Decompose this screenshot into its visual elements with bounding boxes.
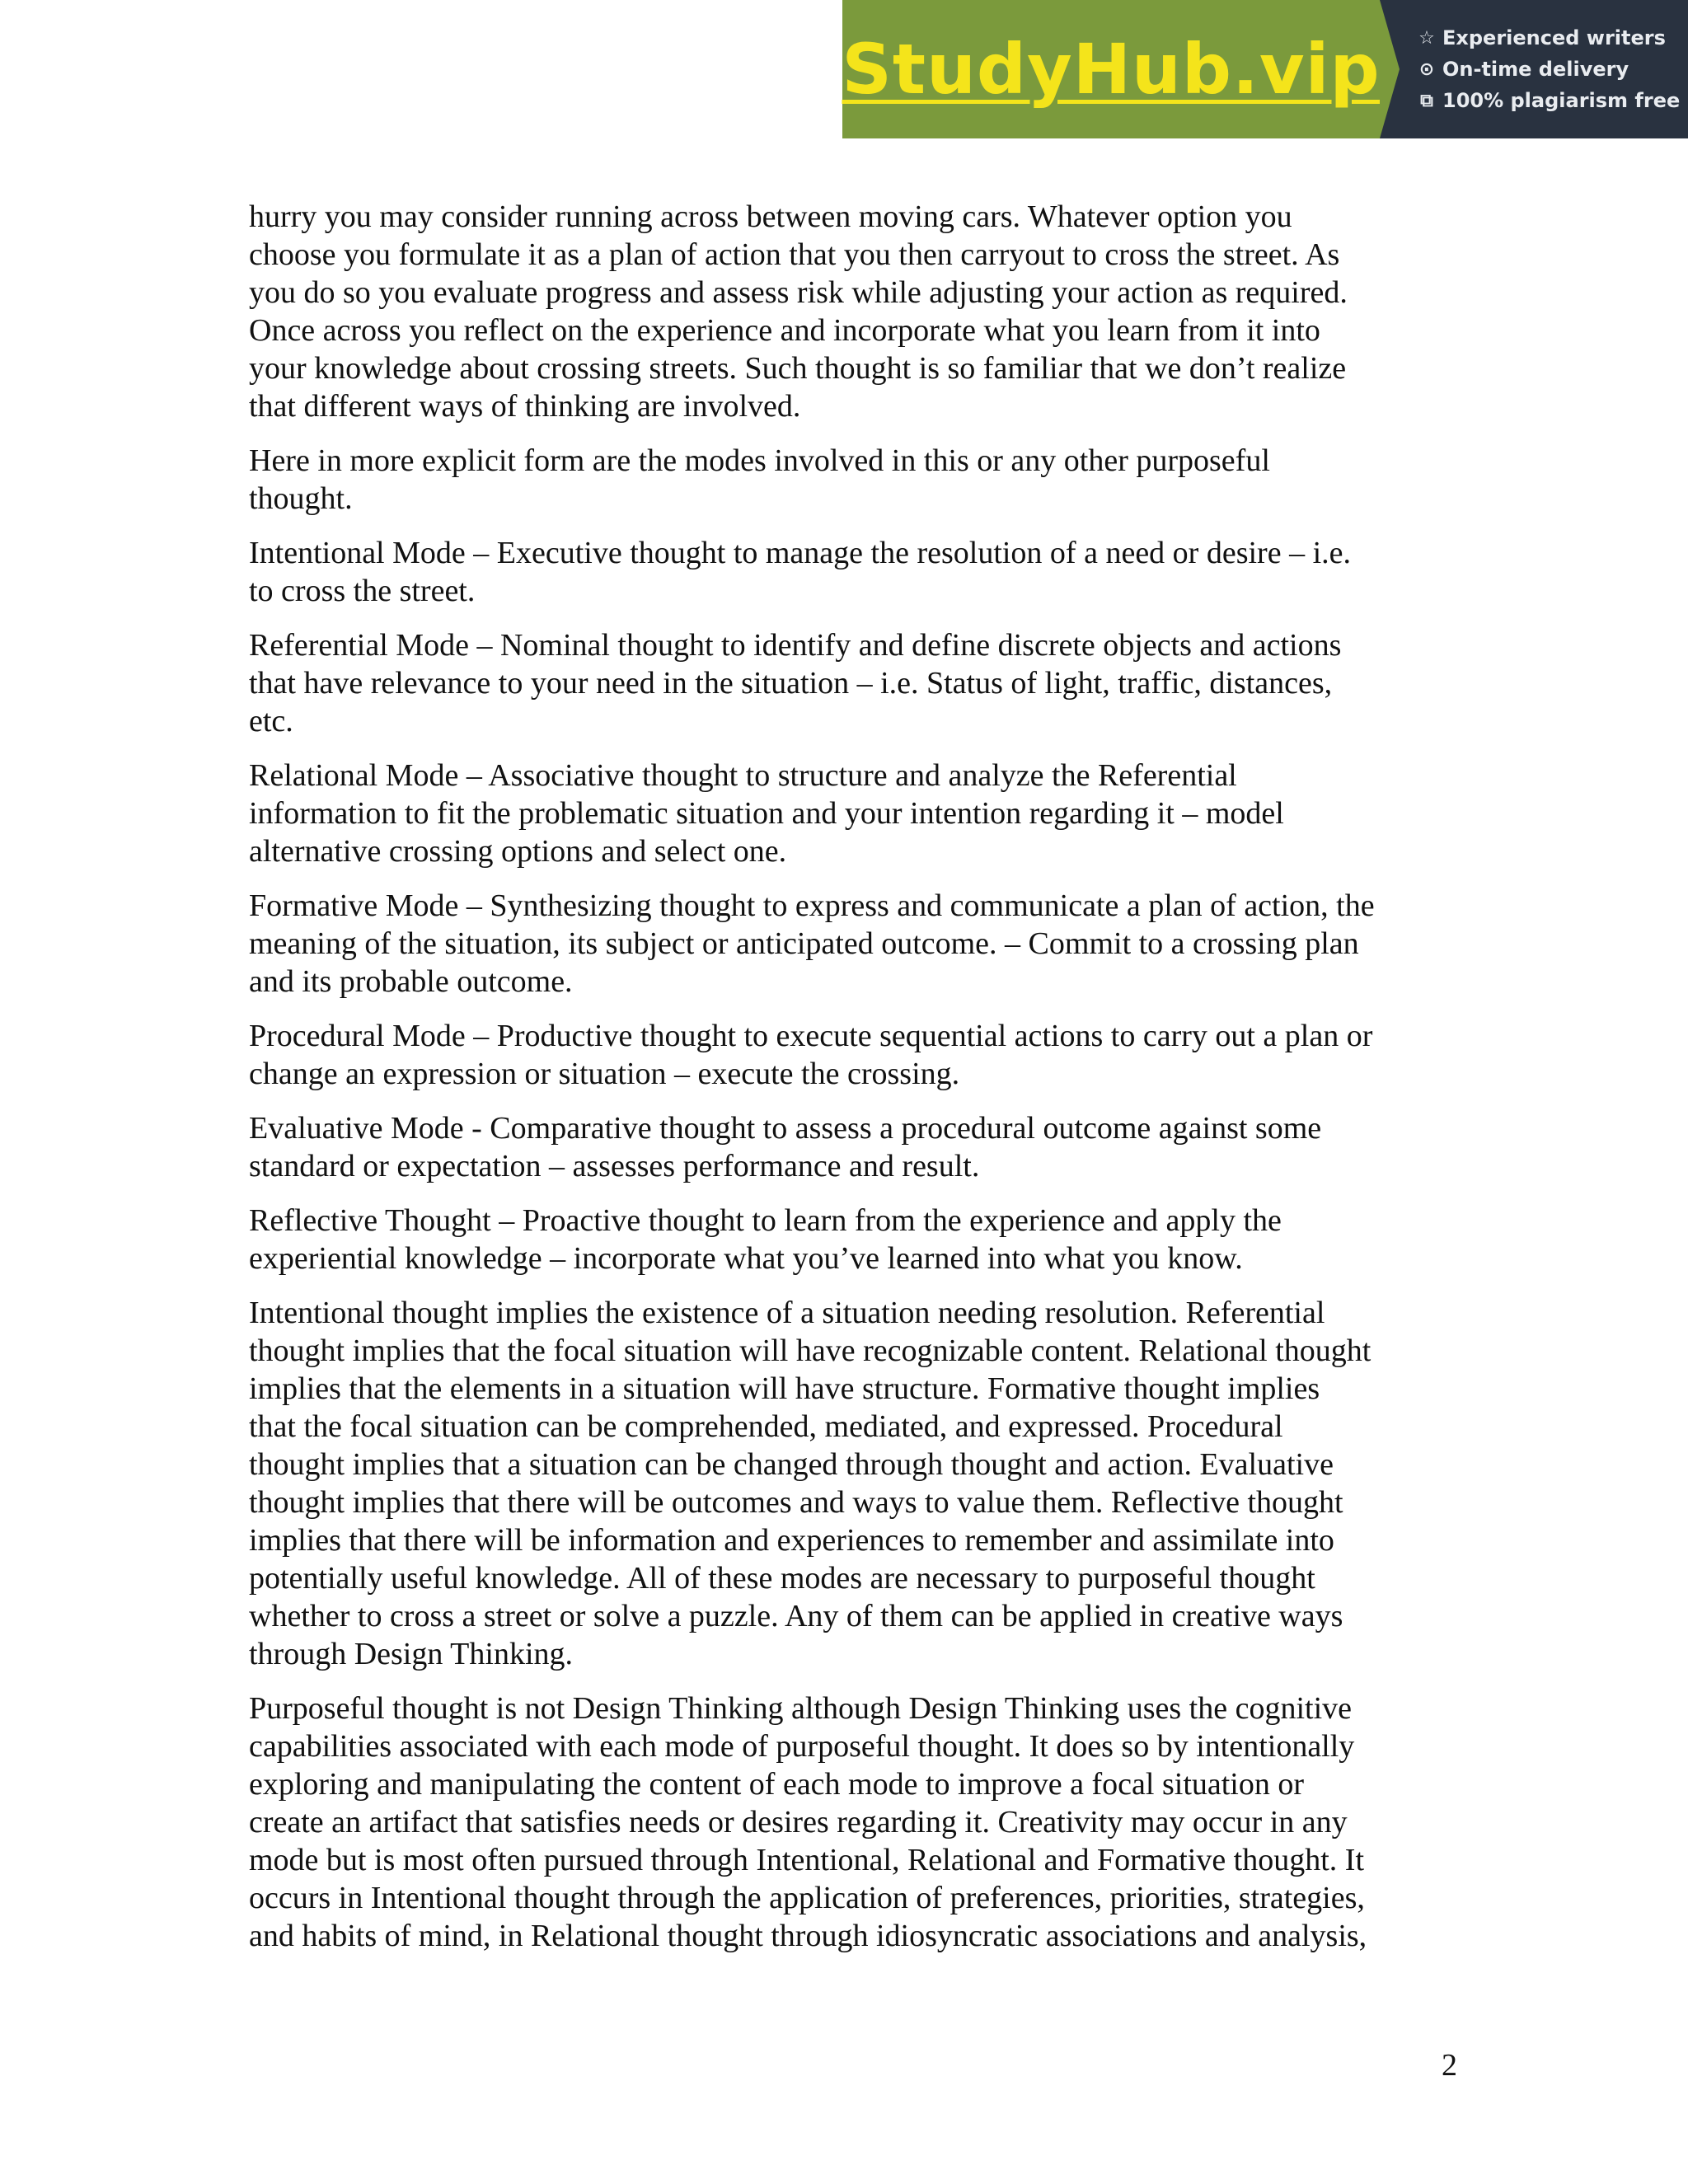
paragraph: Here in more explicit form are the modes involved in this or any other purposeful thought. — [249, 443, 1270, 516]
clock-icon: ⊙ — [1418, 59, 1435, 80]
paragraph: Purposeful thought is not Design Thinking although Design Thinking uses the cognitive capabilities associated with each mode of purposeful thought. It does so by intentionally exploring and manipulating the content of each mode to improve a focal situation or create an artifact that satisfies needs or desires regarding it. Creativity may occur in any mode but is most often pursued through Intentional, Relational and Formative thought. It occurs in Intentional thought through the application of preferences, priorities, strategies, and habits of mind, in Relational thought through idiosyncratic associations and analysis, — [249, 1691, 1367, 1953]
paragraph: Evaluative Mode - Comparative thought to assess a procedural outcome against some standard or expectation – assesses performance and result. — [249, 1111, 1322, 1183]
copy-icon: ⧉ — [1420, 90, 1433, 111]
star-icon: ☆ — [1418, 27, 1435, 49]
paragraph: Intentional thought implies the existence of a situation needing resolution. Referential thought implies that the focal situation will have recognizable content. Relational thought implies that the elements in a situation will have structure. Formative thought implies that the focal situation can be comprehended, mediated, and expressed. Procedural thought implies that a situation can be changed through thought and action. Evaluative thought implies that there will be outcomes and ways to value them. Reflective thought implies that there will be information and experiences to remember and assimilate into potentially useful knowledge. All of these modes are necessary to purposeful thought whether to cross a street or solve a puzzle. Any of them can be applied in creative ways through Design Thinking. — [249, 1296, 1372, 1671]
page-number: 2 — [1442, 2048, 1457, 2083]
perks-list — [1380, 0, 1688, 138]
brand-logo[interactable] — [842, 0, 1380, 138]
perk-label: 100% plagiarism free — [1442, 89, 1681, 112]
document-body — [249, 198, 1452, 1971]
banner-arrow — [1380, 0, 1400, 138]
perk-label: Experienced writers — [1442, 26, 1666, 49]
perk-label: On-time delivery — [1442, 58, 1629, 81]
paragraph: Intentional Mode – Executive thought to manage the resolution of a need or desire – i.e. to cross the street. — [249, 536, 1351, 608]
perk-item — [1418, 26, 1688, 49]
studyhub-banner[interactable] — [842, 0, 1688, 138]
paragraph: hurry you may consider running across between moving cars. Whatever option you choose you formulate it as a plan of action that you then carryout to cross the street. As you do so you evaluate progress and assess risk while adjusting your action as required. Once across you reflect on the experience and incorporate what you learn from it into your knowledge about crossing streets. Such thought is so familiar that we don’t realize that different ways of thinking are involved. — [249, 199, 1348, 424]
paragraph: Reflective Thought – Proactive thought to learn from the experience and apply the experiential knowledge – incorporate what you’ve learned into what you know. — [249, 1203, 1282, 1276]
perk-item — [1418, 89, 1688, 112]
paragraph: Referential Mode – Nominal thought to identify and define discrete objects and actions that have relevance to your need in the situation – i.e. Status of light, traffic, distances, etc. — [249, 628, 1342, 738]
perk-item — [1418, 58, 1688, 81]
brand-name: StudyHub.vip — [842, 29, 1381, 110]
paragraph: Formative Mode – Synthesizing thought to express and communicate a plan of action, the meaning of the situation, its subject or anticipated outcome. – Commit to a crossing plan and its probable outcome. — [249, 888, 1375, 999]
paragraph: Procedural Mode – Productive thought to execute sequential actions to carry out a plan or change an expression or situation – execute the crossing. — [249, 1019, 1373, 1091]
paragraph: Relational Mode – Associative thought to structure and analyze the Referential information to fit the problematic situation and your intention regarding it – model alternative crossing options and select one. — [249, 758, 1284, 869]
